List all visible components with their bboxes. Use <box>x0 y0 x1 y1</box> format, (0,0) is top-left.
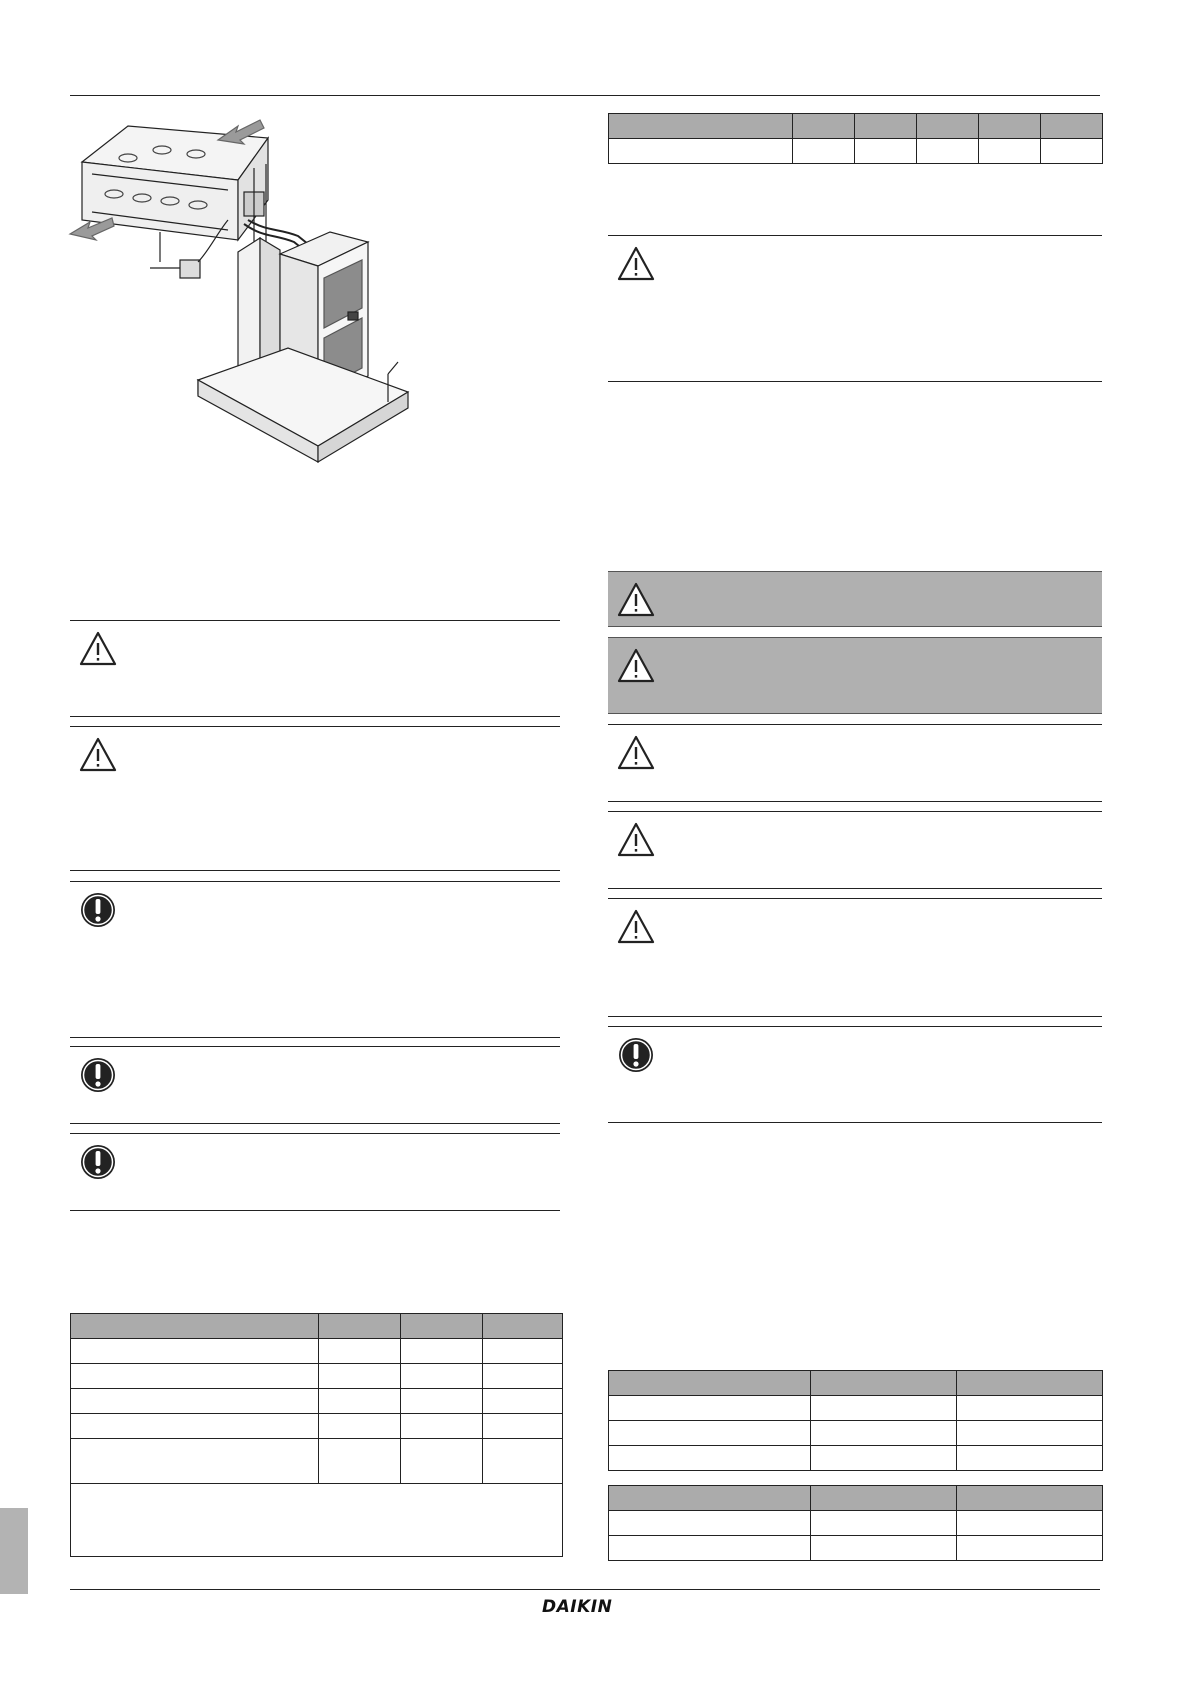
warning-notice-4 <box>608 724 1102 802</box>
warning-notice-gray-1 <box>608 571 1102 627</box>
table-row <box>71 1414 563 1439</box>
footer-rule <box>70 1589 1100 1590</box>
left-spec-table <box>70 1313 563 1557</box>
table-row <box>71 1439 563 1484</box>
side-chapter-tab <box>0 1508 28 1594</box>
right-top-table <box>608 113 1103 164</box>
important-notice-4 <box>608 1026 1102 1123</box>
table-header-row <box>609 1371 1103 1396</box>
important-notice-1 <box>70 881 560 1038</box>
table-row <box>71 1339 563 1364</box>
header-rule <box>70 95 1100 96</box>
table-row <box>71 1364 563 1389</box>
table-row <box>609 1421 1103 1446</box>
table-header-row <box>71 1314 563 1339</box>
warning-notice-1 <box>70 620 560 717</box>
warning-notice-3 <box>608 235 1102 382</box>
warning-triangle-icon <box>616 820 656 860</box>
daikin-logo: DAIKIN <box>542 1597 613 1617</box>
exclamation-circle-icon <box>78 1142 118 1182</box>
warning-triangle-icon <box>616 907 656 947</box>
table-row <box>609 1396 1103 1421</box>
right-bottom-table-1 <box>608 1370 1103 1471</box>
table-row <box>609 139 1103 164</box>
exclamation-circle-icon <box>78 1055 118 1095</box>
table-row <box>609 1536 1103 1561</box>
exclamation-circle-icon <box>78 890 118 930</box>
warning-notice-6 <box>608 898 1102 1017</box>
table-row <box>609 1511 1103 1536</box>
warning-triangle-icon <box>616 733 656 773</box>
table-header-row <box>609 1486 1103 1511</box>
exclamation-circle-icon <box>616 1035 656 1075</box>
warning-triangle-icon <box>616 244 656 284</box>
table-row <box>71 1389 563 1414</box>
warning-triangle-icon <box>78 735 118 775</box>
warning-notice-gray-2 <box>608 637 1102 714</box>
warning-notice-2 <box>70 726 560 871</box>
base-slab-illustration <box>198 348 408 462</box>
table-footnote-row <box>71 1484 563 1557</box>
warning-triangle-icon <box>616 646 656 686</box>
warning-triangle-icon <box>616 580 656 620</box>
table-header-row <box>609 114 1103 139</box>
right-bottom-table-2 <box>608 1485 1103 1561</box>
important-notice-2 <box>70 1046 560 1124</box>
warning-triangle-icon <box>78 629 118 669</box>
warning-notice-5 <box>608 811 1102 889</box>
installation-figure <box>68 112 448 472</box>
important-notice-3 <box>70 1133 560 1211</box>
table-row <box>609 1446 1103 1471</box>
